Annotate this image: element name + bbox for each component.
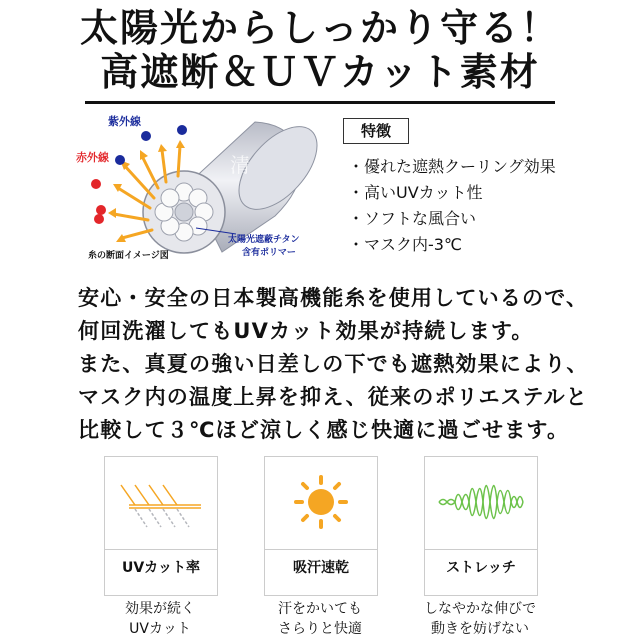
description-line: 比較して３℃ほど涼しく感じ快適に過ごせます。 xyxy=(78,418,570,442)
feature-card-quick-dry xyxy=(264,456,378,596)
polymer-label-line1: 太陽光遮蔽チタン xyxy=(228,235,300,245)
description-paragraph xyxy=(78,282,618,447)
uv-label: 紫外線 xyxy=(108,115,141,128)
card-desc-line: 汗をかいても xyxy=(278,601,362,617)
feature-item: ・ マスク内-3℃ xyxy=(348,232,556,258)
card-label: UVカット率 xyxy=(121,560,201,576)
headline-rule xyxy=(85,101,555,104)
card-desc-line: しなやかな伸びで xyxy=(424,601,536,617)
card-desc-line: UVカット xyxy=(129,621,191,637)
feature-card-uv xyxy=(104,456,218,596)
sun-icon xyxy=(265,457,377,547)
card-desc-line: 効果が続く xyxy=(125,601,195,617)
card-label: 吸汗速乾 xyxy=(293,560,349,576)
uv-dots xyxy=(115,125,187,165)
ir-label: 赤外線 xyxy=(76,151,109,164)
headline-line-2: 高遮断＆ＵＶカット素材 xyxy=(100,50,540,94)
card-divider xyxy=(265,549,377,550)
ir-dots xyxy=(91,179,106,224)
features-box xyxy=(343,118,563,268)
card-description-stretch xyxy=(405,599,555,639)
feature-item: ・ ソフトな風合い xyxy=(348,206,556,232)
features-title: 特徴 xyxy=(343,118,409,144)
feature-card-stretch xyxy=(424,456,538,596)
card-divider xyxy=(425,549,537,550)
card-divider xyxy=(105,549,217,550)
feature-item: ・ 高いUVカット性 xyxy=(348,180,556,206)
cross-section-caption: 糸の断面イメージ図 xyxy=(88,251,169,261)
flower-pattern xyxy=(155,183,213,241)
polymer-label-line2: 含有ポリマー xyxy=(242,248,296,258)
card-desc-line: さらりと快適 xyxy=(278,621,362,637)
description-line: マスク内の温度上昇を抑え、従来のポリエステルと xyxy=(78,385,588,409)
description-line: また、真夏の強い日差しの下でも遮熱効果により、 xyxy=(78,352,589,376)
card-description-quick-dry xyxy=(245,599,395,639)
feature-item: ・ 優れた遮熱クーリング効果 xyxy=(348,154,556,180)
description-line: 何回洗濯してもUVカット効果が持続します。 xyxy=(78,319,534,343)
description-line: 安心・安全の日本製高機能糸を使用しているので、 xyxy=(78,286,589,310)
fiber-cross-section-diagram xyxy=(70,110,340,270)
card-label: ストレッチ xyxy=(446,560,516,576)
card-description-uv xyxy=(85,599,235,639)
stretch-wave-icon xyxy=(425,457,537,547)
card-desc-line: 動きを妨げない xyxy=(431,621,529,637)
headline-line-1: 太陽光からしっかり守る！ xyxy=(79,6,560,50)
watermark: 清 xyxy=(230,153,250,177)
uv-cut-icon xyxy=(105,457,217,547)
features-list xyxy=(348,154,556,258)
